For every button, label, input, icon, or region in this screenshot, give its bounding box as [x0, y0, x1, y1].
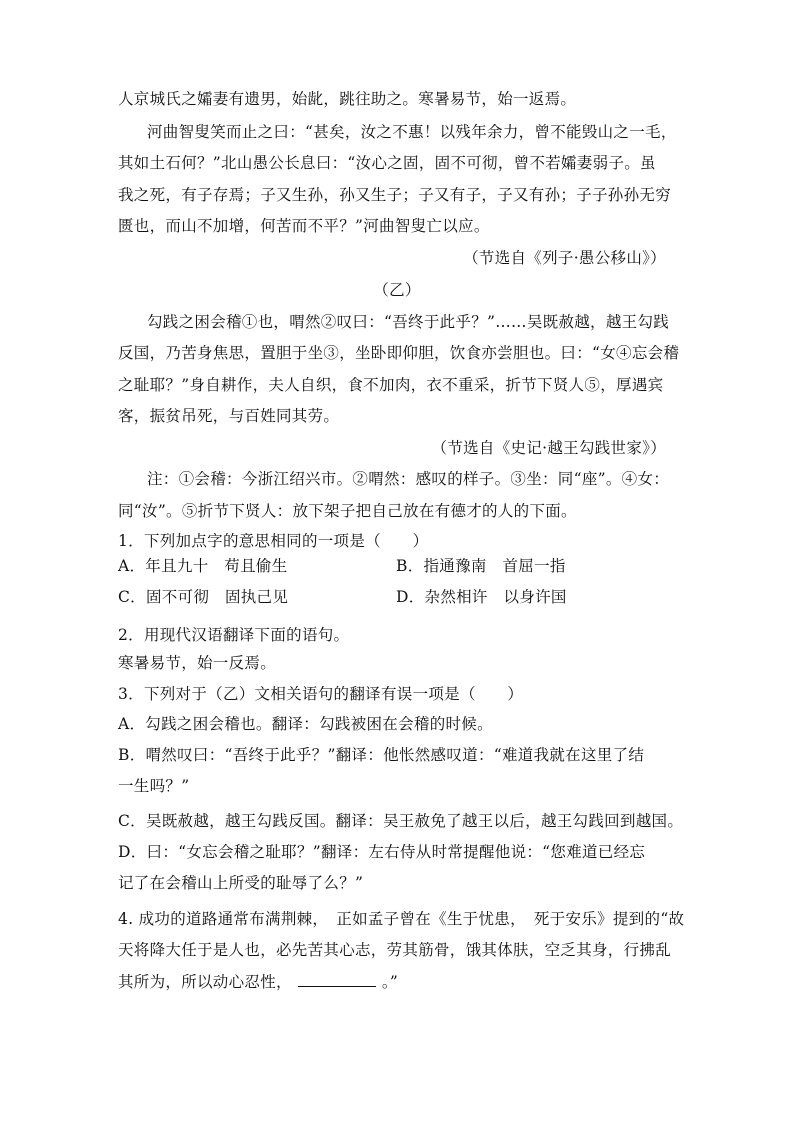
q3-option-b-line-2: 一生吗？” — [118, 777, 190, 795]
q1-stem: 1．下列加点字的意思相同的一项是（ ） — [118, 532, 429, 550]
jia-line-1: 人京城氏之孀妻有遗男，始龀，跳往助之。寒暑易节，始一返焉。 — [118, 90, 577, 108]
yi-line-2: 反国，乃苦身焦思，置胆于坐③，坐卧即仰胆，饮食亦尝胆也。曰：“女④忘会稽 — [118, 344, 680, 362]
q4-line-3 — [118, 971, 398, 993]
yi-source: （节选自《史记·越王勾践世家》） — [431, 439, 666, 457]
jia-line-4: 我之死，有子存焉；子又生孙，孙又生子；子又有子，子又有孙；子子孙孙无穷 — [118, 186, 672, 204]
q3-option-d-line-2: 记了在会稽山上所受的耻辱了么？” — [118, 874, 364, 892]
q4-line-3-end: 。” — [381, 973, 399, 991]
notes-line-1: 注：①会稽：今浙江绍兴市。②喟然：感叹的样子。③坐：同“座”。④女： — [147, 470, 670, 488]
yi-heading: （乙） — [373, 281, 421, 299]
jia-line-3: 其如土石何？”北山愚公长息曰：“汝心之固，固不可彻，曾不若孀妻弱子。虽 — [118, 154, 656, 172]
jia-line-5: 匮也，而山不加增，何苦而不平？”河曲智叟亡以应。 — [118, 217, 490, 235]
q3-option-c: C．吴既赦越，越王勾践反国。翻译：吴王赦免了越王以后，越王勾践回到越国。 — [118, 812, 684, 830]
yi-line-3: 之耻耶？”身自耕作，夫人自织，食不加肉，衣不重采，折节下贤人⑤，厚遇宾 — [118, 376, 664, 394]
q3-option-b-line-1: B．喟然叹曰：“吾终于此乎？”翻译：他怅然感叹道：“难道我就在这里了结 — [118, 746, 645, 764]
answer-blank[interactable] — [298, 972, 376, 987]
q4-line-3-text: 其所为，所以动心忍性， — [118, 973, 292, 991]
q2-sentence: 寒暑易节，始一反焉。 — [118, 654, 277, 672]
q3-option-a: A．勾践之困会稽也。翻译：勾践被困在会稽的时候。 — [118, 715, 493, 733]
q4-line-2: 天将降大任于是人也，必先苦其心志，劳其筋骨，饿其体肤，空乏其身，行拂乱 — [118, 941, 672, 959]
jia-source: （节选自《列子·愚公移山》） — [463, 249, 666, 267]
q4-line-1: 4. 成功的道路通常布满荆棘， 正如孟子曾在《生于忧患， 死于安乐》提到的“故 — [118, 910, 685, 928]
jia-line-2: 河曲智叟笑而止之曰：“甚矣，汝之不惠！以残年余力，曾不能毁山之一毛， — [147, 123, 677, 141]
q1-option-a: A．年且九十 苟且偷生 — [118, 557, 288, 575]
q3-option-d-line-1: D．曰：“女忘会稽之耻耶？”翻译：左右侍从时常提醒他说：“您难道已经忘 — [118, 843, 646, 861]
yi-line-1: 勾践之困会稽①也，喟然②叹曰：“吾终于此乎？”……吴既赦越，越王勾践 — [147, 313, 670, 331]
q1-option-c: C．固不可彻 固执己见 — [118, 588, 289, 606]
yi-line-4: 客，振贫吊死，与百姓同其劳。 — [118, 407, 340, 425]
q1-option-b: B．指通豫南 首屈一指 — [396, 557, 566, 575]
q1-option-d: D．杂然相许 以身许国 — [396, 588, 567, 606]
notes-line-2: 同“汝”。⑤折节下贤人：放下架子把自己放在有德才的人的下面。 — [118, 502, 577, 520]
q3-stem: 3．下列对于（乙）文相关语句的翻译有误一项是（ ） — [118, 685, 524, 703]
q2-stem: 2．用现代汉语翻译下面的语句。 — [118, 626, 350, 644]
